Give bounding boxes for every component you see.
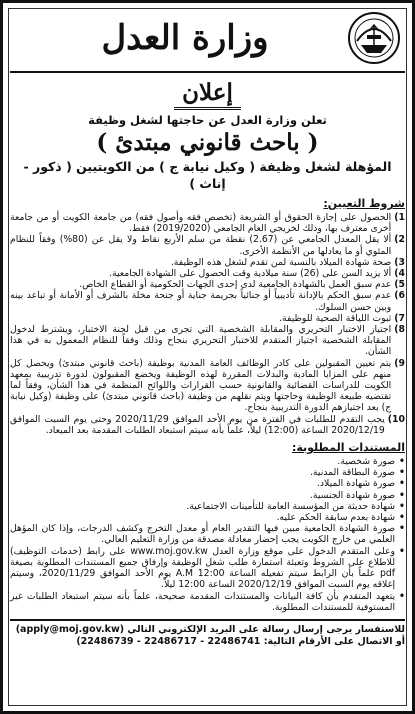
email-line-text: للاستفسار يرجى إرسال رسالة على البريد الإلكتروني التالي xyxy=(127,623,405,635)
document-item xyxy=(10,456,405,467)
condition-number: 8) xyxy=(394,324,405,336)
documents-heading: المستندات المطلوبة: xyxy=(291,441,405,455)
condition-item xyxy=(10,212,405,234)
condition-number: 3) xyxy=(394,256,405,268)
document-item xyxy=(10,591,405,613)
bullet-icon: • xyxy=(399,500,405,512)
condition-text: عدم سبق الحكم بالإدانة تأديبياً أو جنائياً بجريمة جناية أو جنحة مخلة بالشرف أو الأمانة أو تباعد بينه وبين حسن السلوك. xyxy=(10,290,392,313)
condition-text: يجب التقدم للطلبات في الفترة من يوم الأحد الموافق 2020/11/29 وحتى يوم السبت الموافق 2020/12/19 الساعة (12:00) ليلاً، علماً بأنه سيتم استبعاد الطلبات المقدمة بعد الميعاد. xyxy=(10,413,385,436)
condition-text: ألا يقل المعدل الجامعي عن (2.67) نقطة من سلم الأربع نقاط ولا يقل عن (80%) وفقاً للنظام المئوي أو ما يعادلها من الأنظمة الأخرى. xyxy=(10,234,392,257)
bullet-icon: • xyxy=(399,467,405,479)
documents-list xyxy=(10,456,405,613)
condition-number: 2) xyxy=(394,234,405,246)
condition-number: 7) xyxy=(394,312,405,324)
contact-email-link[interactable]: (apply@moj.gov.kw) xyxy=(15,623,125,635)
contact-phones: (22486739 - 22486717 - 22486741 xyxy=(76,636,261,648)
document-item xyxy=(10,467,405,478)
condition-item xyxy=(10,313,405,324)
document-text: شهادة بعدم سابقة الحكم عليه. xyxy=(276,512,396,524)
document-item xyxy=(10,490,405,501)
condition-item xyxy=(10,290,405,312)
condition-item xyxy=(10,358,405,414)
announcement-heading: إعلان xyxy=(174,79,241,110)
condition-number: 5) xyxy=(394,279,405,291)
document-text: يتعهد المتقدم بأن كافة البيانات والمستندات المقدمة صحيحة، علماً بأنه سيتم استبعاد الطلبات غير المستوفية للمستندات المطلوبة. xyxy=(10,590,396,613)
bullet-icon: • xyxy=(399,456,405,468)
condition-text: اجتياز الاختبار التحريري والمقابلة الشخصية التي تجرى من قبل لجنة الاختبار، ويشترط لدخول المقابلة الشخصية اجتياز المتقدم للاختبار التحريري بنجاح وذلك وفقاً للنظام المعمول به في هذا الشأن. xyxy=(10,324,392,358)
document-text: صورة شخصية. xyxy=(337,456,396,468)
bullet-icon: • xyxy=(399,478,405,490)
bullet-icon: • xyxy=(399,523,405,535)
title-block xyxy=(10,79,405,192)
bullet-icon: • xyxy=(399,545,405,557)
announcement-subline: تعلن وزارة العدل عن حاجتها لشغل وظيفة xyxy=(88,113,327,127)
condition-item xyxy=(10,234,405,256)
document-text: وعلى المتقدم الدخول على موقع وزارة العدل www.moj.gov.kw على رابط (خدمات التوظيف) للاطلاع على الشروط وتعبئة استمارة طلب شغل الوظيفة وإرفاق جميع المستندات المطلوبة بصيغة pdf علماً بأن الرابط سيتم تفعيله الساعة 12:00 A.M يوم الأحد الموافق 2020/11/29، وسيتم إغلاقه يوم السبت الموافق 2020/12/19 الساعة 12:00 ليلاً. xyxy=(10,545,396,591)
condition-number: 6) xyxy=(394,290,405,302)
bullet-icon: • xyxy=(399,489,405,501)
document-text: صورة شهادة الجنسية. xyxy=(309,489,396,501)
condition-item xyxy=(10,324,405,358)
condition-text: عدم سبق العمل بالشهادة الجامعية لدى إحدى الجهات الحكومية أو القطاع الخاص. xyxy=(79,279,392,291)
condition-number: 9) xyxy=(394,357,405,369)
phone-line-text: أو الاتصال على الأرقام التالية: xyxy=(263,636,405,648)
condition-item xyxy=(10,268,405,279)
email-line xyxy=(10,624,405,637)
condition-item xyxy=(10,414,405,436)
phone-line xyxy=(10,636,405,649)
document-text: صورة شهادة الميلاد. xyxy=(316,478,396,490)
header xyxy=(10,9,405,73)
condition-item xyxy=(10,279,405,290)
contact-footer xyxy=(10,619,405,649)
qualification-line: المؤهلة لشغل وظيفة ( وكيل نيابة ج ) من الكويتيين ( ذكور - إناث ) xyxy=(23,159,392,191)
ministry-title: وزارة العدل xyxy=(101,18,269,58)
document-item xyxy=(10,512,405,523)
document-item xyxy=(10,546,405,591)
condition-text: ثبوت اللياقة الصحية للوظيفة. xyxy=(279,312,392,324)
condition-number: 1) xyxy=(394,212,405,223)
document-text: شهادة حديثة من المؤسسة العامة للتأمينات الاجتماعية. xyxy=(186,500,396,512)
conditions-heading: شروط التعيين: xyxy=(323,197,405,210)
condition-text: الحصول على إجازة الحقوق أو الشريعة (تخصص فقه وأصول فقه) من جامعة الكويت أو من جامعة أخرى معترف بها، وذلك لخريجي العام الجامعي (2019/2020) فقط. xyxy=(10,212,392,235)
kuwait-emblem-icon xyxy=(347,11,401,65)
condition-text: ألا يزيد السن على (26) سنة ميلادية وقت الحصول على الشهادة الجامعية. xyxy=(109,268,392,280)
document-item xyxy=(10,501,405,512)
document-text: صورة الشهادة الجامعية مبين فيها التقدير العام أو معدل التخرج وكشف الدرجات، وإذا كان المؤهل العلمي من خارج الكويت يجب إحضار معادلة مصدقة من وزارة التعليم العالي. xyxy=(10,523,396,546)
condition-number: 4) xyxy=(394,268,405,280)
document-text: صورة البطاقة المدنية. xyxy=(309,467,396,479)
conditions-list xyxy=(10,212,405,436)
condition-text: صحة شهادة الميلاد بالنسبة لمن تقدم لشغل هذه الوظيفة. xyxy=(170,256,392,268)
bullet-icon: • xyxy=(399,512,405,524)
job-title: ( باحث قانوني مبتدئ ) xyxy=(96,129,319,156)
bullet-icon: • xyxy=(399,590,405,602)
condition-text: يتم تعيين المقبولين على كادر الوظائف العامة المدنية بوظيفة (باحث قانوني مبتدئ) ويحصل كل منهم على المزايا المادية والبدلات المقررة لهذه الوظيفة ويخضع المقبولون لدورة تدريبية بمعهد الكويت للدراسات القضائية والقانونية حسب القرارات واللوائح المنظمة في هذا الشأن، وفقاً لما تقتضيه طبيعة الوظيفة وحاجتها ويتم نقلهم من وظيفة (باحث قانوني مبتدئ) على وظيفة (وكيل نيابة ج) بعد اجتيازهم الدورة التدريبية بنجاح. xyxy=(10,357,392,414)
document-item xyxy=(10,523,405,545)
condition-number: 10) xyxy=(387,413,405,425)
document-item xyxy=(10,478,405,489)
condition-item xyxy=(10,257,405,268)
